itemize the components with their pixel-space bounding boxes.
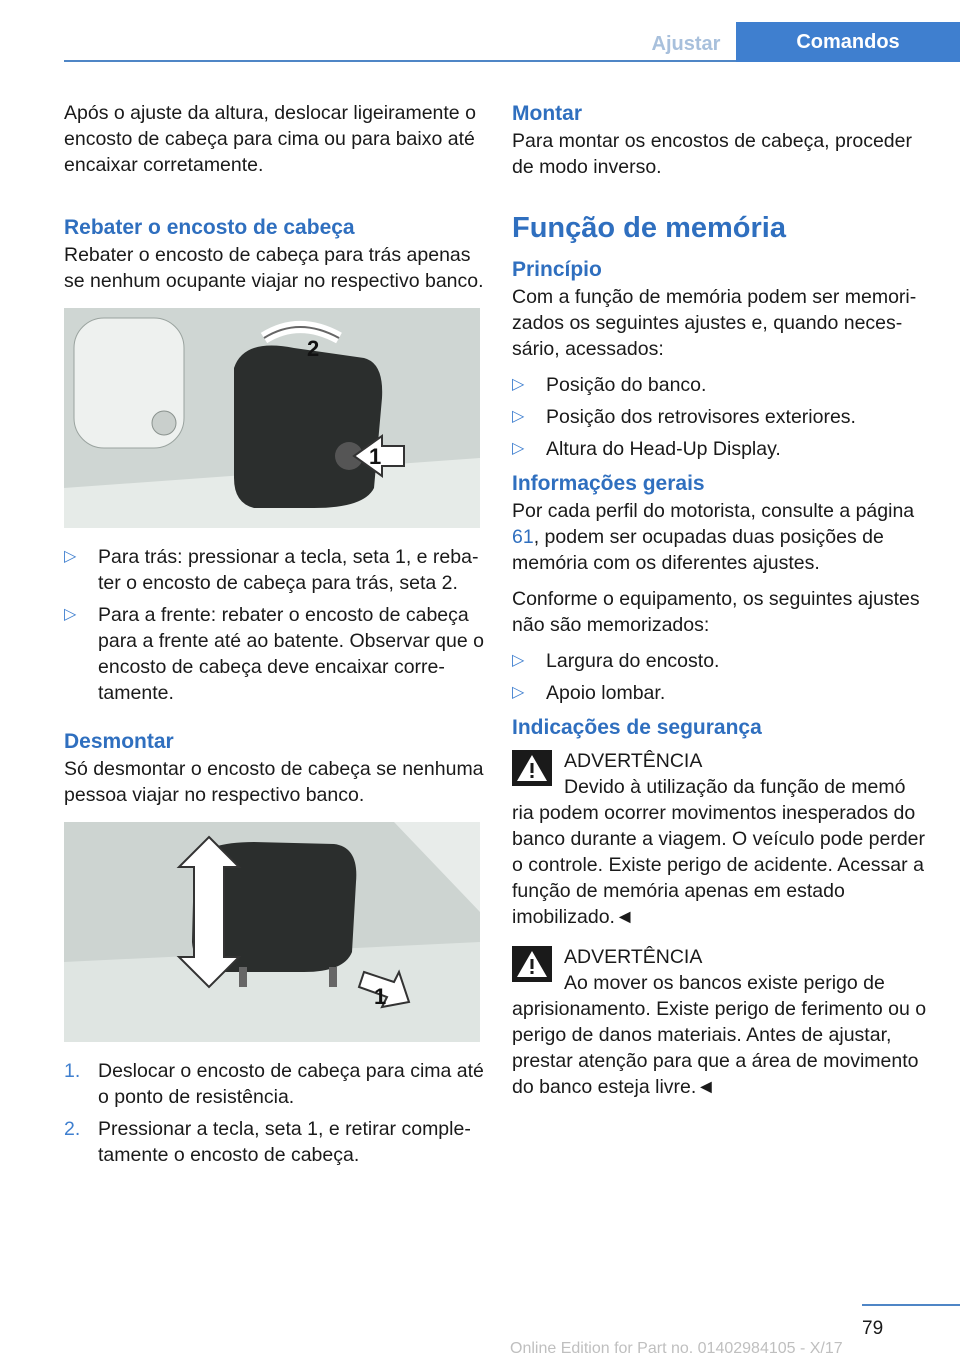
heading-informacoes-gerais: Informações gerais [512, 472, 705, 495]
triangle-marker-icon: ▷ [512, 376, 525, 393]
list-item: 1. Deslocar o encosto de cabeça para cima até o ponto de resistência. [64, 1060, 484, 1108]
heading-rebater: Rebater o encosto de cabeça [64, 216, 355, 239]
warning-body: ria podem ocorrer movimentos inesperados do banco durante a viagem. O veículo pode perder o controle. Existe perigo de acidente. Acessar a função de memória apenas em estado imobilizado.◄ [512, 802, 926, 928]
triangle-marker-icon: ▷ [64, 606, 77, 623]
list-item: 2. Pressionar a tecla, seta 1, e retirar completamente o encosto de cabeça. [64, 1118, 471, 1166]
headrest-remove-illustration [64, 822, 480, 1042]
remove-steps-list [64, 1058, 484, 1168]
image-label-2: 2 [307, 336, 320, 361]
rebater-paragraph: Rebater o encosto de cabeça para trás apenas se nenhum ocupante viajar no respectivo banco. [64, 244, 484, 292]
list-item: ▷ Altura do Head-Up Display. [512, 438, 781, 460]
triangle-marker-icon: ▷ [512, 440, 525, 457]
list-item: ▷ Para a frente: rebater o encosto de cabeça para a frente até ao batente. Observar que o encosto de cabeça deve encaixar corretamente. [64, 604, 484, 704]
image-label-1: 1 [374, 984, 387, 1009]
triangle-marker-icon: ▷ [64, 548, 77, 565]
desmontar-paragraph: Só desmontar o encosto de cabeça se nenhuma pessoa viajar no respectivo banco. [64, 758, 484, 806]
list-item: ▷ Largura do encosto. [512, 650, 720, 672]
warning-first-line: Devido à utilização da função de memó [564, 776, 906, 798]
warning-title: ADVERTÊNCIA [564, 946, 703, 968]
list-item: ▷ Posição do banco. [512, 374, 707, 396]
headrest-fold-drawing [64, 308, 480, 528]
info-paragraph: Por cada perfil do motorista, consulte a página 61, podem ser ocupadas duas posições de memória com os diferentes ajustes. [512, 500, 915, 574]
intro-paragraph: Após o ajuste da altura, deslocar ligeiramente o encosto de cabeça para cima ou para baixo até encaixar corretamente. [64, 102, 476, 176]
left-column [64, 100, 484, 1176]
list-item: ▷ Apoio lombar. [512, 682, 666, 704]
info-bullet-list [512, 648, 932, 706]
heading-montar: Montar [512, 102, 582, 125]
warning-block-1 [512, 748, 932, 930]
info-paragraph-2: Conforme o equipamento, os seguintes ajustes não são memorizados: [512, 588, 920, 636]
warning-body: aprisionamento. Existe perigo de ferimento ou o perigo de danos materiais. Antes de ajustar, prestar atenção para que a área de movimento do banco esteja livre.◄ [512, 998, 927, 1098]
heading-desmontar: Desmontar [64, 730, 174, 753]
heading-funcao-memoria: Função de memória [512, 212, 786, 244]
list-item: ▷ Posição dos retrovisores exteriores. [512, 406, 856, 428]
page-number: 79 [862, 1318, 884, 1339]
warning-title: ADVERTÊNCIA [564, 750, 703, 772]
heading-principio: Princípio [512, 258, 602, 281]
headrest-fold-illustration [64, 308, 480, 528]
triangle-marker-icon: ▷ [512, 684, 525, 701]
list-item: ▷ Para trás: pressionar a tecla, seta 1, e rebater o encosto de cabeça para trás, seta 2. [64, 546, 479, 594]
footer-rule [862, 1304, 960, 1306]
montar-paragraph: Para montar os encostos de cabeça, proceder de modo inverso. [512, 130, 912, 178]
right-column [512, 100, 932, 1114]
tab-comandos[interactable]: Comandos [736, 22, 960, 62]
warning-triangle-icon [512, 946, 552, 982]
principio-bullet-list [512, 372, 932, 462]
warning-block-2 [512, 944, 932, 1100]
edition-note: Online Edition for Part no. 01402984105 - X/17 [510, 1340, 843, 1357]
heading-seguranca: Indicações de segurança [512, 716, 762, 739]
triangle-marker-icon: ▷ [512, 652, 525, 669]
principio-paragraph: Com a função de memória podem ser memorizados os seguintes ajustes e, quando necessário, acessados: [512, 286, 917, 360]
fold-bullet-list [64, 544, 484, 706]
image-label-1: 1 [369, 444, 382, 469]
triangle-marker-icon: ▷ [512, 408, 525, 425]
page-link[interactable]: 61 [512, 526, 534, 548]
warning-first-line: Ao mover os bancos existe perigo de [564, 972, 885, 994]
warning-triangle-icon [512, 750, 552, 786]
tab-ajustar[interactable]: Ajustar [651, 33, 721, 55]
headrest-remove-drawing [64, 822, 480, 1042]
